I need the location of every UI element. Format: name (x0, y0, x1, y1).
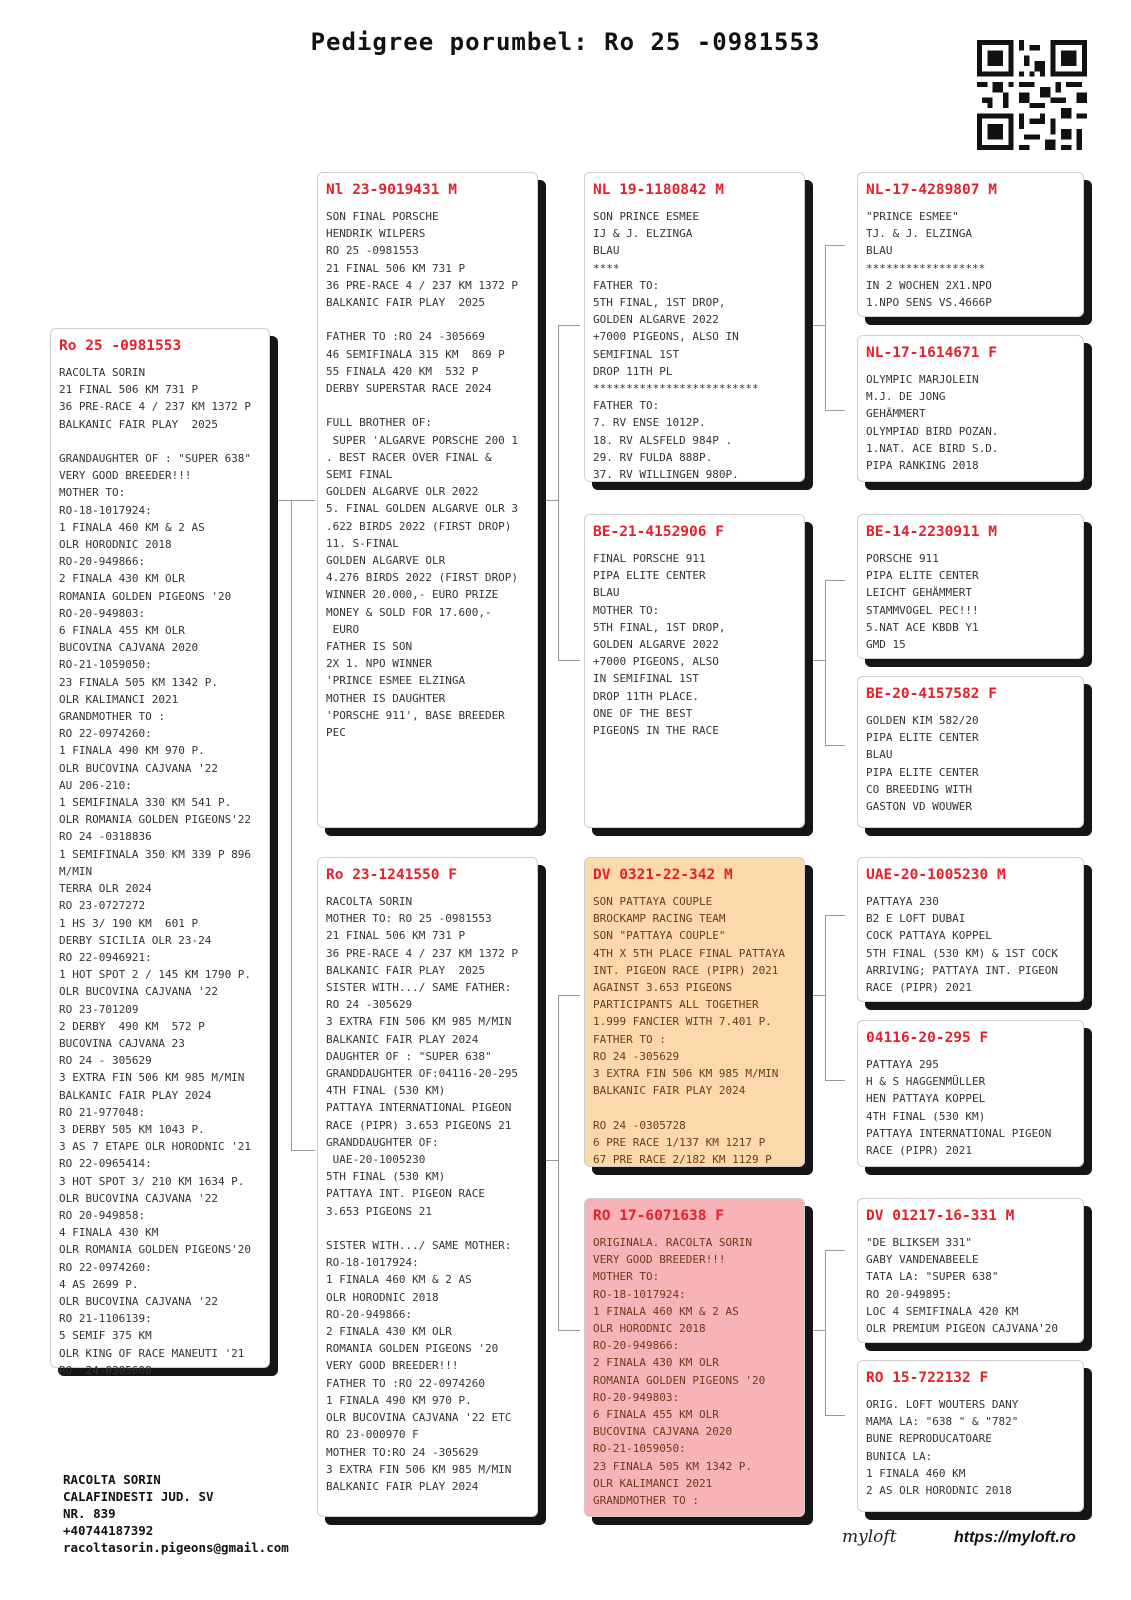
connector-line (291, 500, 292, 1150)
pigeon-details: GOLDEN KIM 582/20 PIPA ELITE CENTER BLAU PIPA ELITE CENTER CO BREEDING WITH GASTON VD WOUWER (866, 714, 979, 814)
connector-line (825, 410, 845, 411)
connector-line (291, 500, 315, 501)
connector-line (558, 325, 559, 660)
connector-line (825, 1415, 845, 1416)
pigeon-card-sire[interactable] (317, 172, 538, 828)
page-title: Pedigree porumbel: Ro 25 -0981553 (310, 28, 821, 56)
myloft-logo: myloft (842, 1527, 897, 1547)
pigeon-card-sire-dam[interactable] (584, 514, 805, 828)
connector-line (805, 325, 825, 326)
connector-line (538, 500, 558, 501)
connector-line (825, 915, 826, 1080)
connector-line (805, 660, 825, 661)
connector-line (825, 245, 826, 410)
pigeon-details: SON FINAL PORSCHE HENDRIK WILPERS RO 25 -0981553 21 FINAL 506 KM 731 P 36 PRE-RACE 4 / 237 KM 1372 P BALKANIC FAIR PLAY 2025 FATHER TO :RO 24 -305669 46 SEMIFINALA 315 KM 869 P 55 FINALA 420 KM 532 P DERBY SUPERSTAR RACE 2024 FULL BROTHER OF: SUPER 'ALGARVE PORSCHE 200 1 . BEST RACER OVER FINAL & SEMI FINAL GOLDEN ALGARVE OLR 2022 5. FINAL GOLDEN ALGARVE OLR 3 .622 BIRDS 2022 (FIRST DROP) 11. S-FINAL GOLDEN ALGARVE OLR 4.276 BIRDS 2022 (FIRST DROP) WINNER 20.000,- EURO PRIZE MONEY & SOLD FOR 17.600,- EURO FATHER IS SON 2X 1. NPO WINNER 'PRINCE ESMEE ELZINGA MOTHER IS DAUGHTER 'PORSCHE 911', BASE BREEDER PEC (326, 210, 519, 740)
brand-footer (842, 1527, 1092, 1555)
connector-line (538, 1160, 558, 1161)
connector-line (558, 1330, 580, 1331)
pigeon-card-subject[interactable] (50, 328, 270, 1377)
pigeon-details: PATTAYA 230 B2 E LOFT DUBAI COCK PATTAYA KOPPEL 5TH FINAL (530 KM) & 1ST COCK ARRIVING; PATTAYA INT. PIGEON RACE (PIPR) 2021 (866, 895, 1059, 995)
ring-number: 04116-20-295 F (866, 1030, 989, 1046)
pigeon-details: SON PRINCE ESMEE IJ & J. ELZINGA BLAU **** FATHER TO: 5TH FINAL, 1ST DROP, GOLDEN ALGARVE 2022 +7000 PIGEONS, ALSO IN SEMIFINAL 1ST DROP 11TH PL ************************* FATHER TO: 7. RV ENSE 1012P. 18. RV ALSFELD 984P . 29. RV FULDA 888P. 37. RV WILLINGEN 980P. (593, 210, 759, 482)
connector-line (558, 660, 580, 661)
connector-line (825, 1250, 845, 1251)
ring-number: NL 19-1180842 M (593, 182, 724, 198)
pigeon-card-dam-sire[interactable] (584, 857, 805, 1167)
pigeon-card-dds[interactable] (857, 1198, 1084, 1343)
ring-number: NL-17-4289807 M (866, 182, 997, 198)
ring-number: BE-21-4152906 F (593, 524, 724, 540)
pigeon-details: SON PATTAYA COUPLE BROCKAMP RACING TEAM SON "PATTAYA COUPLE" 4TH X 5TH PLACE FINAL PATTAYA INT. PIGEON RACE (PIPR) 2021 AGAINST 3.653 PIGEONS PARTICIPANTS ALL TOGETHER 1.999 FANCIER WITH 7.401 P. FATHER TO : RO 24 -305629 3 EXTRA FIN 506 KM 985 M/MIN BALKANIC FAIR PLAY 2024 RO 24 -0305728 6 PRE RACE 1/137 KM 1217 P 67 PRE RACE 2/182 KM 1129 P (593, 895, 786, 1167)
pigeon-card-dam-dam[interactable] (584, 1198, 805, 1517)
website-link[interactable]: https://myloft.ro (954, 1529, 1076, 1546)
ring-number: RO 15-722132 F (866, 1370, 989, 1386)
connector-line (825, 580, 845, 581)
connector-line (825, 745, 845, 746)
pigeon-details: RACOLTA SORIN MOTHER TO: RO 25 -0981553 21 FINAL 506 KM 731 P 36 PRE-RACE 4 / 237 KM 1372 P BALKANIC FAIR PLAY 2025 SISTER WITH.../ SAME FATHER: RO 24 -305629 3 EXTRA FIN 506 KM 985 M/MIN BALKANIC FAIR PLAY 2024 DAUGHTER OF : "SUPER 638" GRANDDAUGHTER OF:04116-20-295 4TH FINAL (530 KM) PATTAYA INTERNATIONAL PIGEON RACE (PIPR) 3.653 PIGEONS 21 GRANDDAUGHTER OF: UAE-20-1005230 5TH FINAL (530 KM) PATTAYA INT. PIGEON RACE 3.653 PIGEONS 21 SISTER WITH.../ SAME MOTHER: RO-18-1017924: 1 FINALA 460 KM & 2 AS OLR HORODNIC 2018 RO-20-949866: 2 FINALA 430 KM OLR ROMANIA GOLDEN PIGEONS '20 VERY GOOD BREEDER!!! FATHER TO :RO 22-0974260 1 FINALA 490 KM 970 P. OLR BUCOVINA CAJVANA '22 ETC RO 23-000970 F MOTHER TO:RO 24 -305629 3 EXTRA FIN 506 KM 985 M/MIN BALKANIC FAIR PLAY 2024 (326, 895, 519, 1493)
ring-number: BE-14-2230911 M (866, 524, 997, 540)
ring-number: DV 0321-22-342 M (593, 867, 733, 883)
pigeon-card-dam[interactable] (317, 857, 538, 1517)
ring-number: Nl 23-9019431 M (326, 182, 457, 198)
owner-contact: RACOLTA SORIN CALAFINDESTI JUD. SV NR. 839 +40744187392 racoltasorin.pigeons@gmail.com (63, 1472, 289, 1555)
connector-line (558, 325, 580, 326)
pigeon-card-sire-sire[interactable] (584, 172, 805, 482)
connector-line (825, 1080, 845, 1081)
pigeon-card-sss[interactable] (857, 172, 1084, 317)
ring-number: Ro 23-1241550 F (326, 867, 457, 883)
pigeon-details: PORSCHE 911 PIPA ELITE CENTER LEICHT GEHÄMMERT STAMMVOGEL PEC!!! 5.NAT ACE KBDB Y1 GMD 15 (866, 552, 979, 652)
connector-line (825, 580, 826, 745)
connector-line (825, 245, 845, 246)
connector-line (270, 500, 292, 501)
ring-number: RO 17-6071638 F (593, 1208, 724, 1224)
connector-line (805, 995, 825, 996)
pigeon-details: FINAL PORSCHE 911 PIPA ELITE CENTER BLAU MOTHER TO: 5TH FINAL, 1ST DROP, GOLDEN ALGARVE 2022 +7000 PIGEONS, ALSO IN SEMIFINAL 1ST DROP 11TH PLACE. ONE OF THE BEST PIGEONS IN THE RACE (593, 552, 726, 738)
ring-number: BE-20-4157582 F (866, 686, 997, 702)
pigeon-card-ddd[interactable] (857, 1360, 1084, 1512)
ring-number: NL-17-1614671 F (866, 345, 997, 361)
connector-line (291, 1150, 315, 1151)
connector-line (558, 995, 559, 1330)
ring-number: DV 01217-16-331 M (866, 1208, 1015, 1224)
pigeon-details: ORIG. LOFT WOUTERS DANY MAMA LA: "638 " & "782" BUNE REPRODUCATOARE BUNICA LA: 1 FINALA 460 KM 2 AS OLR HORODNIC 2018 (866, 1398, 1019, 1498)
connector-line (805, 1330, 825, 1331)
pigeon-card-dsd[interactable] (857, 1020, 1084, 1167)
pigeon-card-ssd[interactable] (857, 335, 1084, 482)
pigeon-details: OLYMPIC MARJOLEIN M.J. DE JONG GEHÄMMERT OLYMPIAD BIRD POZAN. 1.NAT. ACE BIRD S.D. PIPA RANKING 2018 (866, 373, 999, 473)
pigeon-details: PATTAYA 295 H & S HAGGENMÜLLER HEN PATTAYA KOPPEL 4TH FINAL (530 KM) PATTAYA INTERNATIONAL PIGEON RACE (PIPR) 2021 (866, 1058, 1052, 1158)
connector-line (558, 995, 580, 996)
pigeon-card-sds[interactable] (857, 514, 1084, 659)
pigeon-details: ORIGINALA. RACOLTA SORIN VERY GOOD BREEDER!!! MOTHER TO: RO-18-1017924: 1 FINALA 460 KM & 2 AS OLR HORODNIC 2018 RO-20-949866: 2 FINALA 430 KM OLR ROMANIA GOLDEN PIGEONS '20 RO-20-949803: 6 FINALA 455 KM OLR BUCOVINA CAJVANA 2020 RO-21-1059050: 23 FINALA 505 KM 1342 P. OLR KALIMANCI 2021 GRANDMOTHER TO : (593, 1236, 766, 1508)
pigeon-details: "PRINCE ESMEE" TJ. & J. ELZINGA BLAU ****************** IN 2 WOCHEN 2X1.NPO 1.NPO SENS VS.4666P (866, 210, 992, 310)
pigeon-details: RACOLTA SORIN 21 FINAL 506 KM 731 P 36 PRE-RACE 4 / 237 KM 1372 P BALKANIC FAIR PLAY 2025 GRANDAUGHTER OF : "SUPER 638" VERY GOOD BREEDER!!! MOTHER TO: RO-18-1017924: 1 FINALA 460 KM & 2 AS OLR HORODNIC 2018 RO-20-949866: 2 FINALA 430 KM OLR ROMANIA GOLDEN PIGEONS '20 RO-20-949803: 6 FINALA 455 KM OLR BUCOVINA CAJVANA 2020 RO-21-1059050: 23 FINALA 505 KM 1342 P. OLR KALIMANCI 2021 GRANDMOTHER TO : RO 22-0974260: 1 FINALA 490 KM 970 P. OLR BUCOVINA CAJVANA '22 AU 206-210: 1 SEMIFINALA 330 KM 541 P. OLR ROMANIA GOLDEN PIGEONS'22 RO 24 -0318836 1 SEMIFINALA 350 KM 339 P 896 M/MIN TERRA OLR 2024 RO 23-0727272 1 HS 3/ 190 KM 601 P DERBY SICILIA OLR 23-24 RO 22-0946921: 1 HOT SPOT 2 / 145 KM 1790 P. OLR BUCOVINA CAJVANA '22 RO 23-701209 2 DERBY 490 KM 572 P BUCOVINA CAJVANA 23 RO 24 - 305629 3 EXTRA FIN 506 KM 985 M/MIN BALKANIC FAIR PLAY 2024 RO 21-977048: 3 DERBY 505 KM 1043 P. 3 AS 7 ETAPE OLR HORODNIC '21 RO 22-0965414: 3 HOT SPOT 3/ 210 KM 1634 P. OLR BUCOVINA CAJVANA '22 RO 20-949858: 4 FINALA 430 KM OLR ROMANIA GOLDEN PIGEONS'20 RO 22-0974260: 4 AS 2699 P. OLR BUCOVINA CAJVANA '22 RO 21-1106139: 5 SEMIF 375 KM OLR KING OF RACE MANEUTI '21 RO 24-0305608 (59, 366, 252, 1377)
pigeon-card-dss[interactable] (857, 857, 1084, 1002)
connector-line (825, 915, 845, 916)
ring-number: UAE-20-1005230 M (866, 867, 1006, 883)
qr-code (977, 40, 1087, 150)
pigeon-card-sdd[interactable] (857, 676, 1084, 828)
ring-number: Ro 25 -0981553 (59, 338, 182, 354)
connector-line (825, 1250, 826, 1415)
pigeon-details: "DE BLIKSEM 331" GABY VANDENABEELE TATA LA: "SUPER 638" RO 20-949895: LOC 4 SEMIFINALA 420 KM OLR PREMIUM PIGEON CAJVANA'20 (866, 1236, 1059, 1336)
